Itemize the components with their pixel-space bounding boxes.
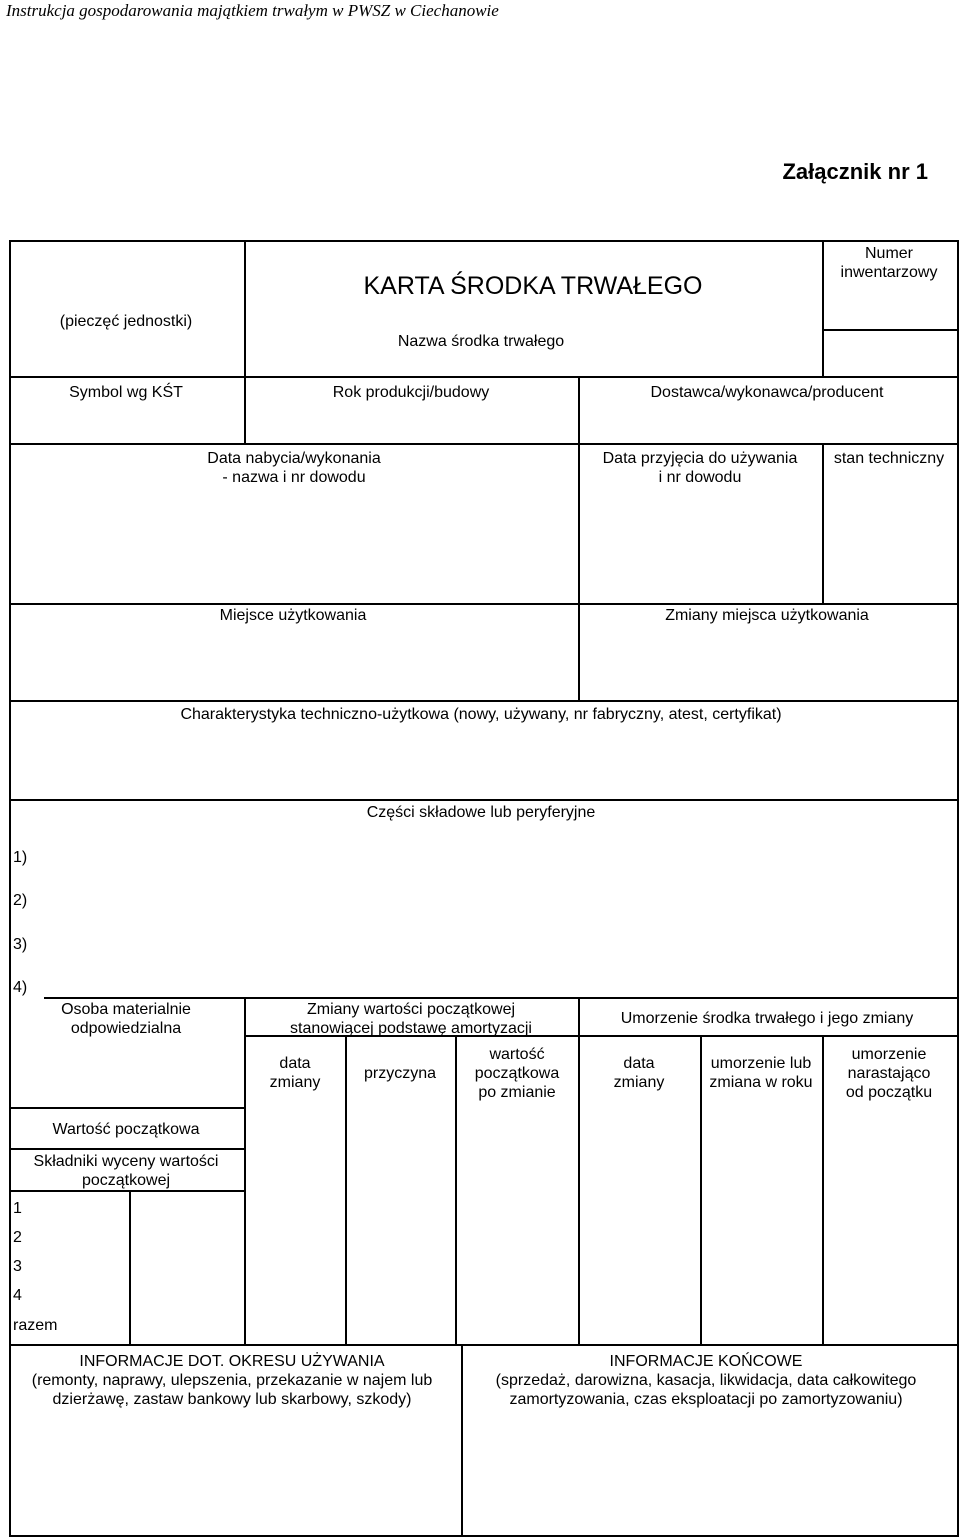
rule-inventory-box bbox=[822, 329, 959, 331]
col-reason-right bbox=[455, 1035, 457, 1346]
condition-label: stan techniczny bbox=[833, 450, 945, 467]
value-change-reason-header: przyczyna bbox=[363, 1065, 437, 1082]
asset-name-label: Nazwa środka trwałego bbox=[397, 333, 565, 350]
new-value-header: wartość początkowa po zmianie bbox=[474, 1046, 560, 1101]
production-year-label: Rok produkcji/budowy bbox=[332, 384, 490, 401]
components-title: Części składowe lub peryferyjne bbox=[366, 804, 596, 821]
rule-characteristics-bottom bbox=[9, 799, 959, 801]
responsible-person-label: Osoba materialnie odpowiedzialna bbox=[61, 1001, 191, 1037]
initial-value-row-1: 1 bbox=[13, 1200, 22, 1217]
place-label: Miejsce użytkowania bbox=[219, 607, 367, 624]
final-info-label: INFORMACJE KOŃCOWE (sprzedaż, darowizna, kasacja, likwidacja, data całkowitego zamortyzowania, czas eksploatacji po zamortyzowaniu) bbox=[495, 1353, 917, 1408]
rule-row3-bottom bbox=[9, 603, 959, 605]
component-item-3: 3) bbox=[13, 936, 28, 953]
border-left bbox=[9, 240, 11, 1537]
col-inventory-left bbox=[822, 240, 824, 378]
col-value-changes-right bbox=[578, 997, 580, 1346]
stamp-label: (pieczęć jednostki) bbox=[59, 313, 193, 330]
border-top bbox=[9, 240, 959, 242]
usage-info-label: INFORMACJE DOT. OKRESU UŻYWANIA (remonty, naprawy, ulepszenia, przekazanie w najem lub dzierżawę, zastaw bankowy lub skarbowy, szkody) bbox=[31, 1353, 433, 1408]
inventory-number-label: Numer inwentarzowy bbox=[840, 245, 938, 281]
component-item-1: 1) bbox=[13, 849, 28, 866]
col-responsible-right bbox=[244, 997, 246, 1346]
col-date-right bbox=[345, 1035, 347, 1346]
supplier-label: Dostawca/wykonawca/producent bbox=[650, 384, 884, 401]
initial-value-row-3: 3 bbox=[13, 1258, 22, 1275]
initial-value-title: Wartość początkowa bbox=[52, 1121, 200, 1138]
rule-responsible-bottom bbox=[9, 1107, 244, 1109]
rule-depreciation-sub bbox=[578, 1035, 959, 1037]
rule-components-bottom bbox=[9, 1190, 244, 1192]
initial-value-row-4: 4 bbox=[13, 1287, 22, 1304]
col-row3-a bbox=[578, 443, 580, 605]
rule-initial-value-title bbox=[9, 1148, 244, 1150]
col-stamp-right bbox=[244, 240, 246, 378]
rule-mid-section-top bbox=[44, 997, 959, 999]
col-initial-values-left bbox=[129, 1190, 131, 1346]
place-changes-label: Zmiany miejsca użytkowania bbox=[665, 607, 869, 624]
component-item-2: 2) bbox=[13, 892, 28, 909]
value-change-date-header: data zmiany bbox=[269, 1055, 321, 1091]
attachment-label: Załącznik nr 1 bbox=[782, 159, 928, 184]
characteristics-label: Charakterystyka techniczno-użytkowa (nowy, używany, nr fabryczny, atest, certyfikat) bbox=[180, 706, 782, 723]
rule-row2-bottom bbox=[9, 443, 959, 445]
initial-value-row-2: 2 bbox=[13, 1229, 22, 1246]
value-changes-title: Zmiany wartości początkowej stanowiącej podstawę amortyzacji bbox=[290, 1001, 532, 1037]
card-title: KARTA ŚRODKA TRWAŁEGO bbox=[363, 272, 703, 300]
col-info-divider bbox=[461, 1344, 463, 1537]
col-row2-a bbox=[244, 376, 246, 445]
col-dep-date-right bbox=[700, 1035, 702, 1346]
depreciation-cumulative-header: umorzenie narastająco od początku bbox=[845, 1046, 933, 1101]
border-bottom bbox=[9, 1535, 959, 1537]
depreciation-annual-header: umorzenie lub zmiana w roku bbox=[709, 1055, 813, 1091]
rule-row4-bottom bbox=[9, 700, 959, 702]
initial-value-row-total: razem bbox=[13, 1317, 58, 1334]
depreciation-title: Umorzenie środka trwałego i jego zmiany bbox=[620, 1010, 914, 1027]
col-dep-annual-right bbox=[822, 1035, 824, 1346]
acceptance-label: Data przyjęcia do używania i nr dowodu bbox=[602, 450, 798, 486]
col-row3-b bbox=[822, 443, 824, 605]
component-item-4: 4) bbox=[13, 979, 28, 996]
acquisition-label: Data nabycia/wykonania - nazwa i nr dowodu bbox=[207, 450, 381, 486]
border-right bbox=[957, 240, 959, 1537]
symbol-label: Symbol wg KŚT bbox=[69, 384, 183, 401]
depreciation-date-header: data zmiany bbox=[613, 1055, 665, 1091]
rule-info-top bbox=[9, 1344, 959, 1346]
rule-row1-bottom bbox=[9, 376, 959, 378]
col-row2-b bbox=[578, 376, 580, 445]
col-row4 bbox=[578, 603, 580, 702]
document-header: Instrukcja gospodarowania majątkiem trwałym w PWSZ w Ciechanowie bbox=[6, 1, 499, 20]
initial-value-components-label: Składniki wyceny wartości początkowej bbox=[33, 1153, 219, 1189]
